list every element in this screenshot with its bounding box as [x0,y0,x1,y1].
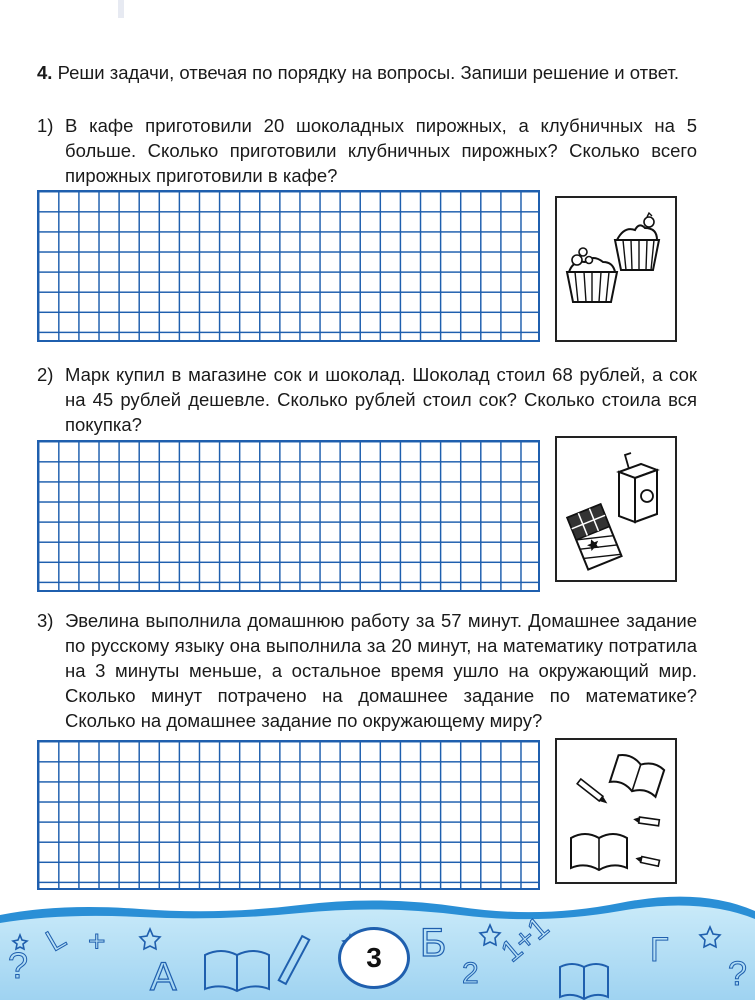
task-instruction: Реши задачи, отвечая по порядку на вопросы. Запиши решение и ответ. [57,62,679,83]
page-number: 3 [338,927,410,989]
decor-glyph: Г [650,931,669,969]
problem-number: 3) [37,610,54,631]
books-and-pencils-icon [555,738,677,884]
answer-grid-1[interactable] [37,190,540,342]
problem-text: В кафе приготовили 20 шоколадных пирожных, а клубничных на 5 больше. Сколько приготовили клубничных пирожных? Сколько всего пирожных приготовили в кафе? [65,115,697,186]
decor-glyph: + [88,925,106,958]
problem-3 [37,608,697,733]
decor-glyph: L [40,921,72,959]
juice-and-chocolate-icon [555,436,677,582]
answer-grid-2[interactable] [37,440,540,592]
decor-glyph: A [150,955,177,999]
decor-glyph: 2 [462,957,479,990]
decor-glyph: ? [8,945,29,986]
task-heading [37,60,697,85]
problem-2 [37,362,697,437]
cupcakes-icon [555,196,677,342]
problem-text: Марк купил в магазине сок и шоколад. Шоколад стоил 68 рублей, а сок на 45 рублей дешевле. Сколько рублей стоил сок? Сколько стоила вся покупка? [65,364,697,435]
problem-number: 2) [37,364,54,385]
decor-glyph: Б [420,921,447,965]
decor-glyph: ? [728,955,747,993]
scan-mark [118,0,124,18]
problem-number: 1) [37,115,54,136]
task-number: 4. [37,62,53,83]
decor-glyph: 1+1 [495,910,556,969]
answer-grid-3[interactable] [37,740,540,890]
problem-1 [37,113,697,188]
problem-text: Эвелина выполнила домашнюю работу за 57 минут. Домашнее задание по русскому языку она выполнила за 20 минут, на математику потратила на 3 минуты меньше, а остальное время ушло на окружающий мир. Сколько минут потрачено на домашнее задание по математике? Сколько на домашнее задание по окружающему миру? [65,610,697,731]
